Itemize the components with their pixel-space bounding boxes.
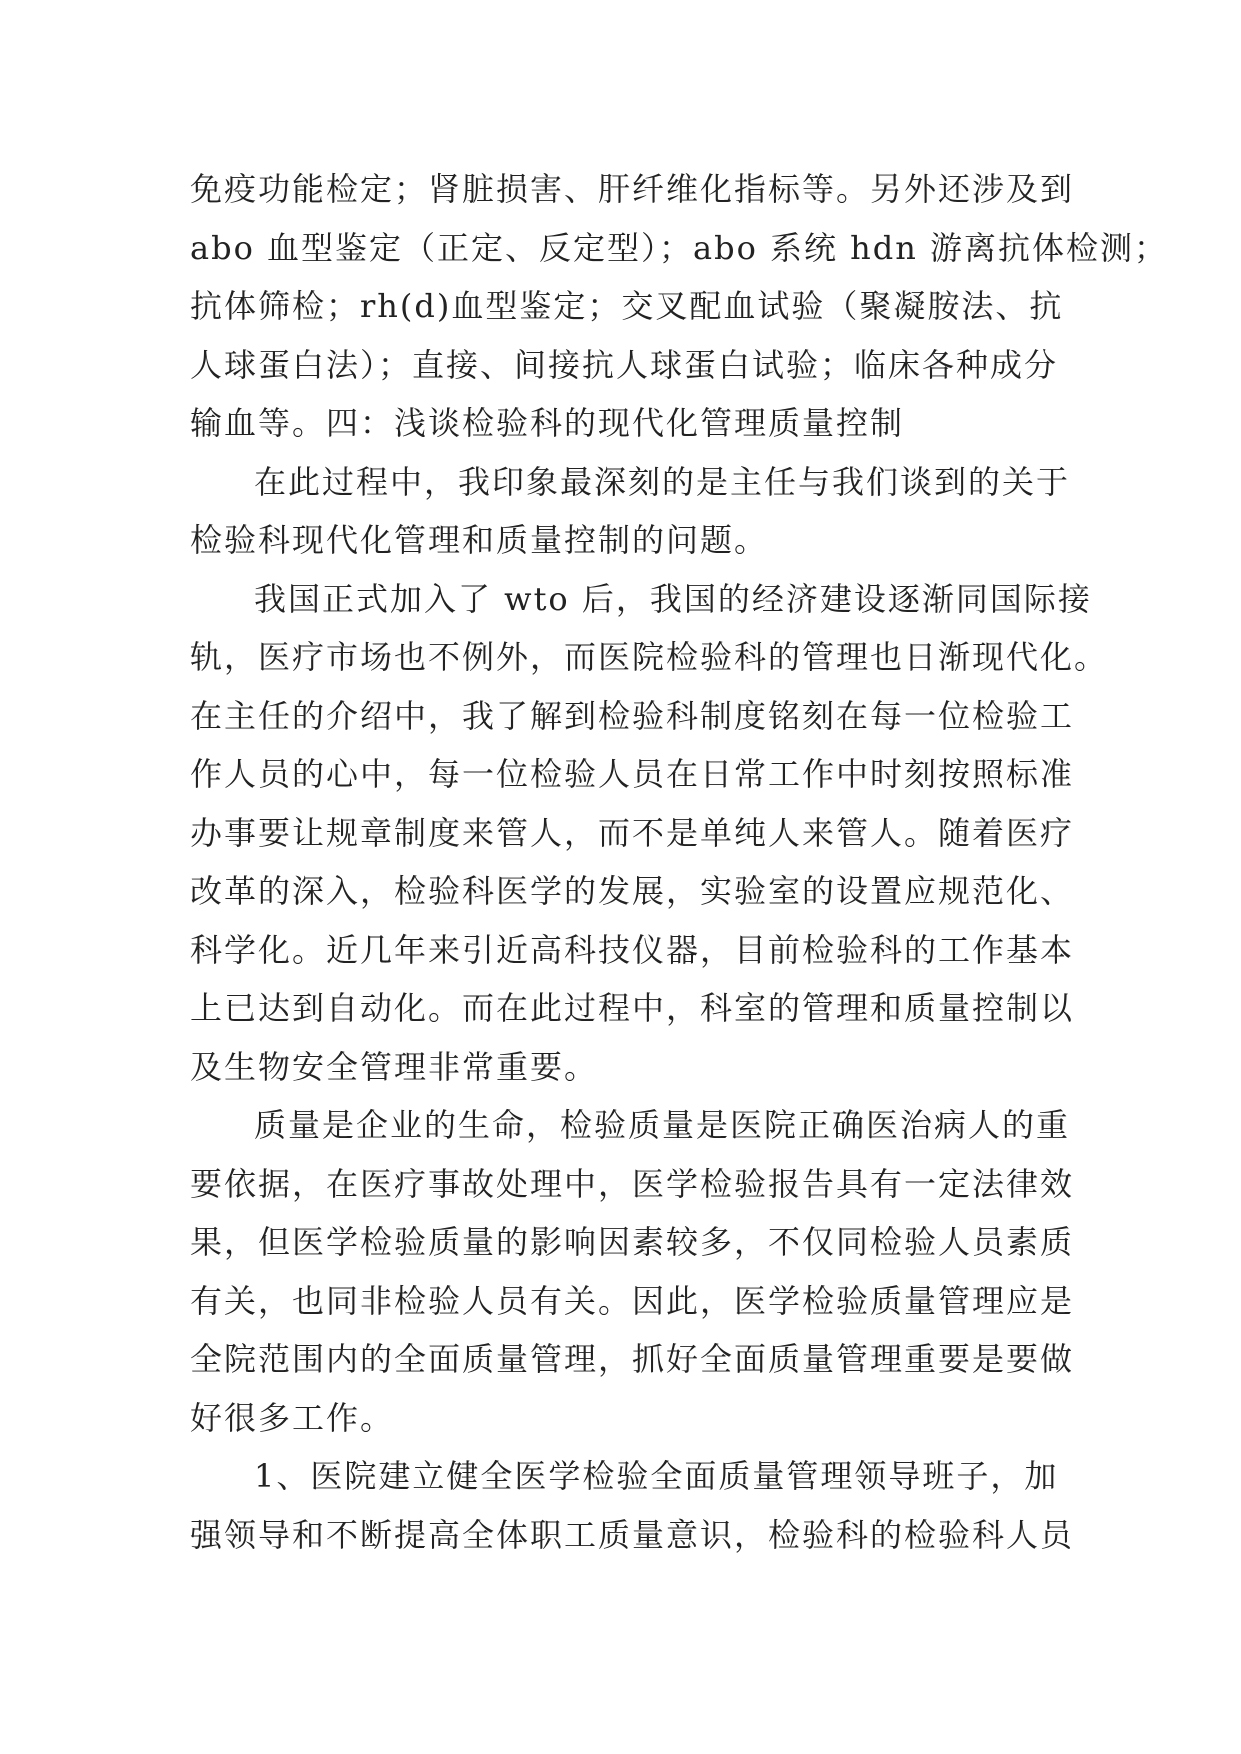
text-line: 要依据，在医疗事故处理中，医学检验报告具有一定法律效 — [190, 1164, 1075, 1203]
text-line: 强领导和不断提高全体职工质量意识，检验科的检验科人员 — [190, 1515, 1075, 1554]
text-line: 抗体筛检；rh(d)血型鉴定；交叉配血试验（聚凝胺法、抗 — [190, 287, 1064, 325]
paragraph-first-line: 我国正式加入了 wto 后，我国的经济建设逐渐同国际接 — [254, 579, 1092, 618]
document-body — [190, 160, 1169, 1564]
text-line: 上已达到自动化。而在此过程中，科室的管理和质量控制以 — [190, 989, 1075, 1027]
text-line: 免疫功能检定；肾脏损害、肝纤维化指标等。另外还涉及到 — [190, 170, 1075, 208]
text-line: 作人员的心中，每一位检验人员在日常工作中时刻按照标准 — [190, 755, 1075, 793]
paragraph-first-line: 1、医院建立健全医学检验全面质量管理领导班子，加 — [254, 1457, 1059, 1495]
text-line: 科学化。近几年来引近高科技仪器，目前检验科的工作基本 — [190, 930, 1075, 969]
text-line: 好很多工作。 — [190, 1398, 395, 1437]
paragraph-first-line: 在此过程中，我印象最深刻的是主任与我们谈到的关于 — [254, 462, 1071, 501]
text-line: 轨，医疗市场也不例外，而医院检验科的管理也日渐现代化。 — [190, 638, 1109, 676]
text-line: abo 血型鉴定（正定、反定型）；abo 系统 hdn 游离抗体检测； — [190, 228, 1169, 267]
text-line: 全院范围内的全面质量管理，抓好全面质量管理重要是要做 — [190, 1340, 1075, 1378]
text-line: 改革的深入，检验科医学的发展，实验室的设置应规范化、 — [190, 872, 1075, 910]
text-line: 人球蛋白法）；直接、间接抗人球蛋白试验；临床各种成分 — [190, 345, 1059, 384]
text-line: 果，但医学检验质量的影响因素较多，不仅同检验人员素质 — [190, 1223, 1075, 1261]
text-line: 输血等。四：浅谈检验科的现代化管理质量控制 — [190, 404, 905, 442]
text-line: 办事要让规章制度来管人，而不是单纯人来管人。随着医疗 — [190, 813, 1075, 852]
text-line: 在主任的介绍中，我了解到检验科制度铭刻在每一位检验工 — [190, 696, 1075, 735]
text-line: 有关，也同非检验人员有关。因此，医学检验质量管理应是 — [190, 1281, 1075, 1320]
text-line: 检验科现代化管理和质量控制的问题。 — [190, 521, 769, 559]
paragraph-first-line: 质量是企业的生命，检验质量是医院正确医治病人的重 — [254, 1106, 1071, 1144]
text-line: 及生物安全管理非常重要。 — [190, 1047, 599, 1086]
